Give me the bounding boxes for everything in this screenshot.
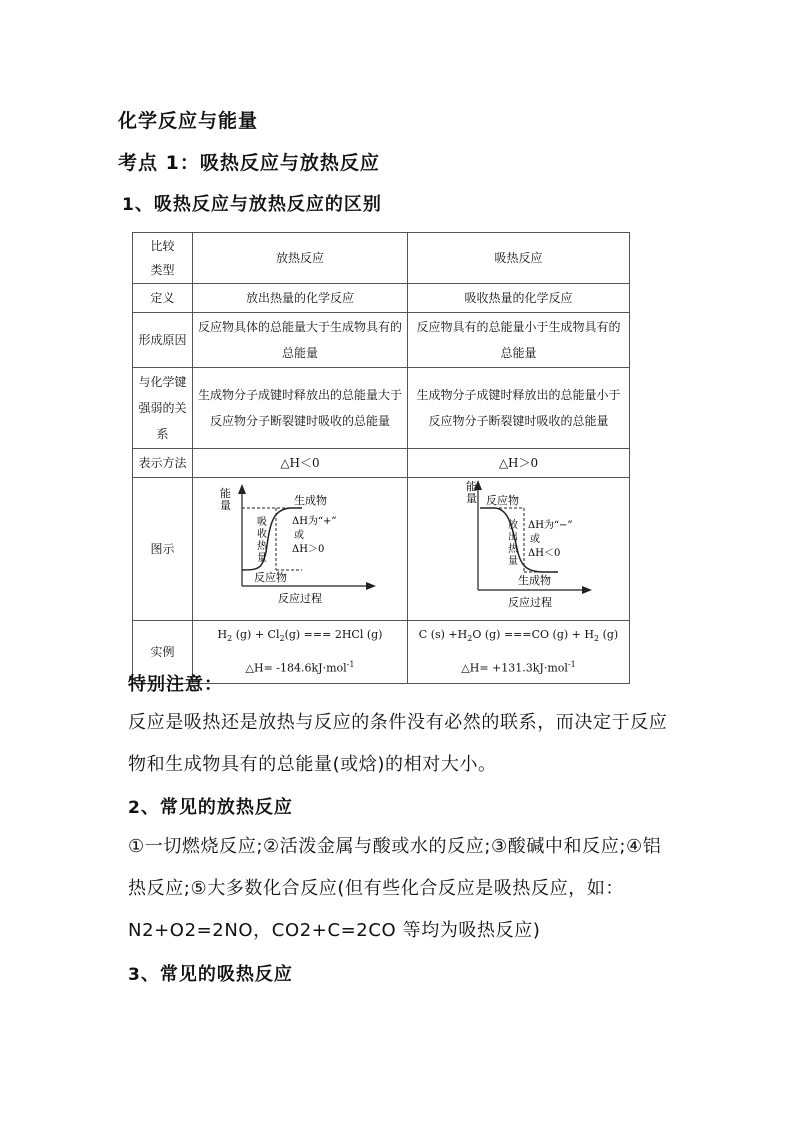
y-label-top: 能 [466, 480, 477, 493]
eq-part: (g) === 2HCl (g) [284, 628, 383, 641]
dh-superscript: -1 [567, 660, 576, 670]
kaodian-heading: 考点 1：吸热反应与放热反应 [118, 152, 380, 174]
cell-endo-definition: 吸收热量的化学反应 [408, 284, 630, 313]
release-char: 放 [508, 520, 518, 531]
section-2-text: ①一切燃烧反应;②活泼金属与酸或水的反应;③酸碱中和反应;④铝热反应;⑤大多数化合反应(但有些化合反应是吸热反应，如：N2+O2=2NO，CO2+C=2CO 等均为吸热反应) [128, 836, 662, 941]
absorb-char: 吸 [256, 517, 267, 528]
table-row [133, 313, 630, 368]
absorb-char: 热 [256, 541, 267, 552]
endothermic-energy-diagram [194, 478, 407, 611]
section-1-heading [122, 190, 382, 216]
eq-subscript: 2 [279, 634, 285, 644]
comparison-table [132, 232, 630, 684]
section-3-heading [128, 960, 293, 986]
delta-h-sign: ΔH为“−” [528, 520, 573, 531]
delta-h-value: ΔH＞0 [291, 544, 324, 555]
section-3-number: 3 [128, 965, 141, 985]
table-row [133, 368, 630, 449]
cell-endo-diagram [408, 478, 630, 621]
table-row [133, 284, 630, 313]
eq-part: (g) + Cl [232, 628, 280, 641]
section-2-title: 、常见的放热反应 [140, 797, 293, 818]
table-row [133, 449, 630, 478]
dh-value: △H= -184.6kJ·mol [245, 661, 347, 675]
eq-part: (g) [599, 628, 619, 641]
eq-part: C (s) +H [418, 628, 468, 641]
exothermic-energy-diagram [408, 478, 629, 611]
eq-part: O (g) ===CO (g) + H [472, 628, 594, 641]
table-header-row [133, 233, 630, 284]
section-1-number: 1 [122, 195, 135, 215]
absorb-char: 收 [256, 529, 267, 540]
note-text: 反应是吸热还是放热与反应的条件没有必然的联系，而决定于反应物和生成物具有的总能量(或焓)的相对大小。 [128, 712, 668, 775]
y-label-top: 能 [219, 487, 231, 500]
dh-superscript: -1 [346, 660, 355, 670]
cell-endo-notation: △H＞0 [408, 449, 630, 478]
table-row [133, 478, 630, 621]
x-axis-label: 反应过程 [508, 596, 552, 609]
dh-value: △H= +131.3kJ·mol [461, 661, 568, 675]
reactant-label: 反应物 [486, 494, 519, 507]
cell-endo-example [408, 621, 630, 684]
y-label-bottom: 量 [466, 492, 477, 505]
page-title: 化学反应与能量 [118, 110, 259, 132]
header-compare: 比较 [150, 239, 175, 253]
section-2-heading [128, 793, 293, 819]
x-axis-label: 反应过程 [277, 592, 322, 605]
row-label: 实例 [133, 621, 193, 684]
cell-exo-cause: 反应物具体的总能量大于生成物具有的总能量 [193, 313, 408, 368]
header-exothermic: 放热反应 [193, 233, 408, 284]
section-2-number: 2 [128, 798, 141, 818]
cell-exo-diagram [193, 478, 408, 621]
cell-exo-definition: 放出热量的化学反应 [193, 284, 408, 313]
header-type: 类型 [150, 263, 175, 277]
cell-exo-notation: △H＜0 [193, 449, 408, 478]
product-label: 生成物 [293, 494, 327, 507]
delta-h-sign: ΔH为“+” [291, 516, 337, 527]
section-1-title: 、吸热反应与放热反应的区别 [134, 194, 382, 215]
eq-subscript: 2 [593, 634, 600, 644]
header-compare-type [133, 233, 193, 284]
product-label: 生成物 [518, 574, 551, 587]
endo-enthalpy [411, 652, 626, 682]
release-char: 热 [508, 544, 518, 555]
eq-subscript: 2 [467, 634, 473, 644]
delta-h-value: ΔH＜0 [528, 548, 561, 559]
delta-h-or: 或 [293, 530, 304, 541]
row-label: 图示 [133, 478, 193, 621]
y-label-bottom: 量 [219, 499, 231, 512]
cell-endo-bond: 生成物分子成键时释放出的总能量小于反应物分子断裂键时吸收的总能量 [408, 368, 630, 449]
cell-exo-bond: 生成物分子成键时释放出的总能量大于反应物分子断裂键时吸收的总能量 [193, 368, 408, 449]
release-char: 出 [508, 532, 518, 543]
row-label: 定义 [133, 284, 193, 313]
cell-endo-cause: 反应物具有的总能量小于生成物具有的总能量 [408, 313, 630, 368]
note-title: 特别注意： [128, 674, 223, 695]
release-char: 量 [508, 556, 518, 567]
reactant-label: 反应物 [253, 571, 287, 584]
header-endothermic: 吸热反应 [408, 233, 630, 284]
exo-enthalpy [196, 652, 404, 682]
row-label: 形成原因 [133, 313, 193, 368]
row-label: 与化学键强弱的关系 [133, 368, 193, 449]
eq-subscript: 2 [227, 634, 233, 644]
delta-h-or: 或 [530, 534, 540, 545]
exo-equation [196, 622, 404, 652]
eq-part: H [217, 628, 228, 641]
cell-exo-example [193, 621, 408, 684]
section-3-title: 、常见的吸热反应 [140, 964, 293, 985]
absorb-char: 量 [256, 553, 267, 564]
endo-equation [411, 622, 626, 652]
row-label: 表示方法 [133, 449, 193, 478]
